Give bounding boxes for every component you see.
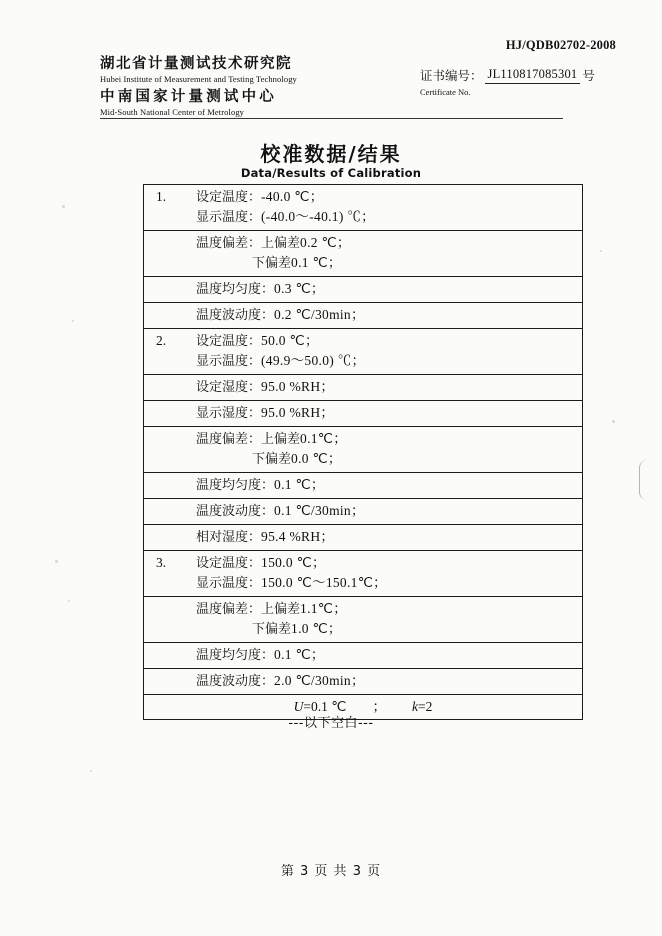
measurement-value: 0.1℃； <box>300 431 348 446</box>
measurement-line <box>196 279 582 299</box>
measurement-line <box>196 351 582 371</box>
table-cell <box>144 499 583 525</box>
measurement-label: 下偏差 <box>252 622 292 637</box>
table-cell <box>144 551 583 597</box>
measurement-value: (49.9～50.0) ℃； <box>261 353 366 368</box>
uncertainty-symbol: U <box>293 699 304 714</box>
measurement-value: 0.1 ℃； <box>274 647 325 662</box>
table-row <box>144 551 583 597</box>
measurement-value: -40.0 ℃； <box>261 189 324 204</box>
measurement-value: 1.0 ℃； <box>291 621 342 636</box>
measurement-value: 0.1 ℃； <box>291 255 342 270</box>
measurement-label: 相对湿度： <box>196 530 262 545</box>
measurement-value: 0.2 ℃； <box>300 235 351 250</box>
table-cell <box>144 427 583 473</box>
certificate-number-suffix: 号 <box>582 68 595 83</box>
measurement-label: 下偏差 <box>252 452 292 467</box>
table-cell <box>144 669 583 695</box>
table-cell <box>144 185 583 231</box>
coverage-factor-value: =2 <box>417 699 433 714</box>
scan-speckle <box>55 560 58 563</box>
measurement-value: 0.3 ℃； <box>274 281 325 296</box>
table-cell <box>144 303 583 329</box>
scan-speckle <box>600 250 602 252</box>
certificate-label-en: Certificate No. <box>420 87 471 97</box>
table-row <box>144 303 583 329</box>
measurement-label: 设定温度： <box>196 556 262 571</box>
blank-below-note: ---以下空白--- <box>288 716 374 731</box>
measurement-line <box>196 377 582 397</box>
uncertainty-value: =0.1 ℃ <box>303 699 347 714</box>
measurement-value: 95.0 %RH； <box>261 405 335 420</box>
measurement-label: 设定温度： <box>196 334 262 349</box>
table-row <box>144 597 583 643</box>
table-row <box>144 669 583 695</box>
measurement-label: 显示湿度： <box>196 406 262 421</box>
measurement-label: 显示温度： <box>196 354 262 369</box>
center-name-cn: 中南国家计量测试中心 <box>100 89 277 105</box>
measurement-label: 温度均匀度： <box>196 478 275 493</box>
table-cell <box>144 401 583 427</box>
measurement-label: 温度偏差：上偏差 <box>196 236 301 251</box>
measurement-value: 0.1 ℃/30min； <box>274 503 365 518</box>
measurement-value: 0.0 ℃； <box>291 451 342 466</box>
measurement-label: 显示温度： <box>196 576 262 591</box>
table-row <box>144 277 583 303</box>
measurement-label: 设定湿度： <box>196 380 262 395</box>
page-footer: 第 3 页 共 3 页 <box>280 864 382 879</box>
measurement-line <box>196 305 582 325</box>
page-title-cn: 校准数据/结果 <box>260 142 402 166</box>
measurement-line <box>196 429 582 449</box>
measurement-line <box>196 671 582 691</box>
uncertainty-separator: ； <box>372 699 386 714</box>
table-row <box>144 231 583 277</box>
measurement-label: 温度波动度： <box>196 674 275 689</box>
measurement-label: 温度波动度： <box>196 504 275 519</box>
measurement-label: 温度偏差：上偏差 <box>196 602 301 617</box>
measurement-line <box>196 527 582 547</box>
certificate-number-block <box>420 66 595 97</box>
organization-name-cn: 湖北省计量测试技术研究院 <box>100 56 292 72</box>
measurement-line <box>196 475 582 495</box>
measurement-label: 下偏差 <box>252 256 292 271</box>
center-name-en: Mid-South National Center of Metrology <box>100 107 245 117</box>
measurement-line <box>196 501 582 521</box>
measurement-value: 150.0 ℃； <box>261 555 326 570</box>
certificate-number-value: JL110817085301 <box>485 67 581 84</box>
measurement-line <box>196 619 582 639</box>
row-index: 3. <box>156 555 167 570</box>
scan-edge-mark <box>639 460 654 500</box>
document-code: HJ/QDB02702-2008 <box>505 38 616 52</box>
table-cell <box>144 525 583 551</box>
scan-speckle <box>62 205 65 208</box>
measurement-line <box>196 573 582 593</box>
measurement-line <box>196 645 582 665</box>
certificate-label-cn: 证书编号： <box>420 68 483 83</box>
measurement-line <box>196 599 582 619</box>
table-row <box>144 473 583 499</box>
measurement-line <box>196 207 582 227</box>
scan-speckle <box>612 420 615 423</box>
table-cell <box>144 375 583 401</box>
measurement-value: 95.4 %RH； <box>261 529 335 544</box>
table-cell <box>144 473 583 499</box>
calibration-data-table <box>143 184 583 720</box>
scan-speckle <box>68 600 70 602</box>
measurement-label: 温度均匀度： <box>196 648 275 663</box>
measurement-label: 温度波动度： <box>196 308 275 323</box>
table-row <box>144 185 583 231</box>
table-cell <box>144 329 583 375</box>
page-title-en: Data/Results of Calibration <box>240 166 422 180</box>
measurement-value: 2.0 ℃/30min； <box>274 673 365 688</box>
measurement-label: 设定温度： <box>196 190 262 205</box>
measurement-line <box>196 403 582 423</box>
measurement-line <box>196 253 582 273</box>
measurement-value: 50.0 ℃； <box>261 333 319 348</box>
table-cell <box>144 231 583 277</box>
table-row <box>144 643 583 669</box>
table-row <box>144 401 583 427</box>
scan-speckle <box>90 770 92 772</box>
letterhead <box>100 56 370 118</box>
measurement-line <box>196 187 582 207</box>
measurement-label: 温度均匀度： <box>196 282 275 297</box>
measurement-label: 显示温度： <box>196 210 262 225</box>
table-cell <box>144 643 583 669</box>
table-cell <box>144 597 583 643</box>
measurement-value: 95.0 %RH； <box>261 379 335 394</box>
measurement-value: 0.1 ℃； <box>274 477 325 492</box>
row-index: 2. <box>156 333 167 348</box>
organization-name-en: Hubei Institute of Measurement and Testing Technology <box>100 74 297 84</box>
measurement-value: 150.0 ℃～150.1℃； <box>261 575 387 590</box>
table-row <box>144 329 583 375</box>
table-row <box>144 499 583 525</box>
measurement-line <box>196 553 582 573</box>
scan-speckle <box>72 320 74 322</box>
measurement-label: 温度偏差：上偏差 <box>196 432 301 447</box>
measurement-value: 1.1℃； <box>300 601 348 616</box>
measurement-line <box>196 233 582 253</box>
header-divider <box>100 118 563 119</box>
coverage-factor-symbol: k <box>411 699 418 714</box>
measurement-value: 0.2 ℃/30min； <box>274 307 365 322</box>
measurement-line <box>196 449 582 469</box>
table-row <box>144 525 583 551</box>
table-row <box>144 427 583 473</box>
table-cell <box>144 277 583 303</box>
row-index: 1. <box>156 189 167 204</box>
measurement-value: (-40.0～-40.1) ℃； <box>261 209 375 224</box>
measurement-line <box>196 331 582 351</box>
table-row <box>144 375 583 401</box>
